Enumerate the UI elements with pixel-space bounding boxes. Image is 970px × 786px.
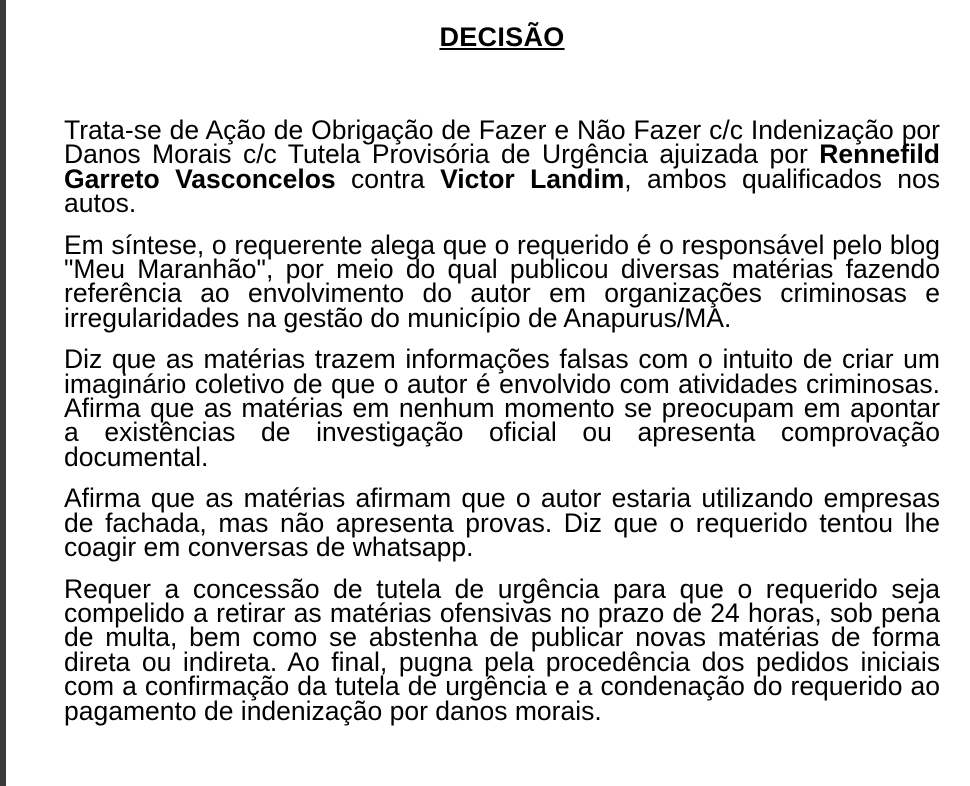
paragraph-2-text: Em síntese, o requerente alega que o requerido é o responsável pelo blog "Meu Maranhão", por meio do qual publicou diversas matérias fazendo referência ao envolvimento do autor em organizações criminosas e irregularidades na gestão do município de Anapurus/MA. [64, 229, 940, 333]
paragraph-1-text: , ambos qualificados nos autos. [64, 163, 940, 219]
paragraph-1-text: Trata-se de Ação de Obrigação de Fazer e Não Fazer c/c Indenização por Danos Morais c/c Tutela Provisória de Urgência ajuizada por [64, 115, 940, 170]
paragraph-1 [64, 115, 940, 219]
paragraph-5 [64, 573, 940, 726]
defendant-name: Victor Landim [440, 163, 625, 194]
paragraph-2 [64, 229, 940, 333]
page-edge-border [0, 0, 6, 786]
paragraph-1-text: contra [335, 163, 441, 194]
paragraph-3 [64, 344, 940, 472]
paragraph-5-text: Requer a concessão de tutela de urgência para que o requerido seja compelido a retirar as matérias ofensivas no prazo de 24 horas, sob pena de multa, bem como se abstenha de publicar novas matérias de forma direta ou indireta. Ao final, pugna pela procedência dos pedidos iniciais com a confirmação da tutela de urgência e a condenação do requerido ao pagamento de indenização por danos morais. [64, 573, 940, 726]
paragraph-4 [64, 483, 940, 563]
document-page [64, 22, 940, 740]
paragraph-3-text: Diz que as matérias trazem informações falsas com o intuito de criar um imaginário coletivo de que o autor é envolvido com atividades criminosas. Afirma que as matérias em nenhum momento se preocupam em apontar a existências de investigação oficial ou apresenta comprovação documental. [64, 344, 940, 472]
document-title: DECISÃO [439, 22, 565, 52]
paragraph-4-text: Afirma que as matérias afirmam que o autor estaria utilizando empresas de fachada, mas não apresenta provas. Diz que o requerido tentou lhe coagir em conversas de whatsapp. [64, 483, 940, 563]
plaintiff-name: Rennefild Garreto Vasconcelos [64, 139, 940, 194]
